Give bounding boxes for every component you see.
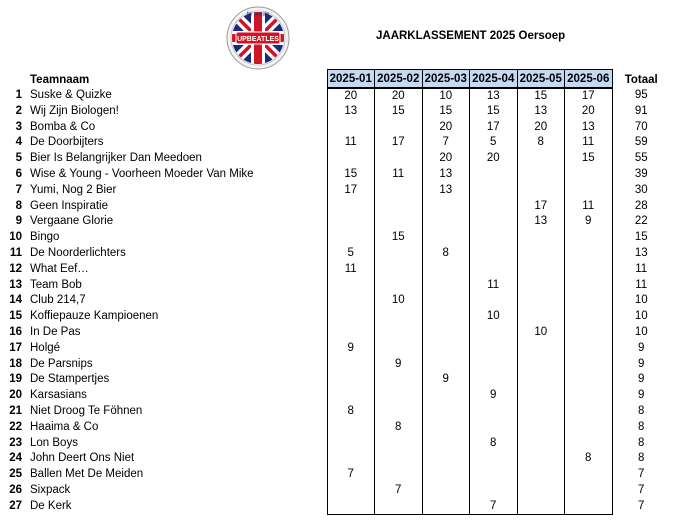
rank-cell: 23	[9, 436, 22, 449]
score-cell	[470, 214, 518, 230]
score-cell	[422, 230, 470, 246]
total-cell: 95	[634, 89, 648, 101]
rank-cell: 9	[15, 215, 22, 228]
score-cell: 17	[517, 198, 565, 214]
score-cell	[517, 404, 565, 420]
score-cell	[517, 340, 565, 356]
rank-cell: 8	[15, 199, 22, 212]
rank-cell: 11	[9, 247, 22, 260]
table-row	[0, 230, 670, 246]
table-row	[0, 356, 670, 372]
score-cell	[565, 277, 613, 293]
score-cell	[422, 340, 470, 356]
score-cell: 20	[422, 119, 470, 135]
round-header: 2025-01	[327, 70, 375, 88]
score-cell	[565, 325, 613, 341]
score-cell	[375, 404, 423, 420]
rank-cell: 22	[9, 420, 22, 433]
team-name-cell: Sixpack	[30, 484, 71, 497]
team-name-cell: Vergaane Glorie	[30, 215, 114, 228]
table-row	[0, 498, 670, 514]
score-cell	[470, 340, 518, 356]
team-name-cell: Club 214,7	[30, 294, 86, 307]
table-row	[0, 119, 670, 135]
score-cell	[517, 151, 565, 167]
table-row	[0, 325, 670, 341]
total-cell: 7	[638, 499, 645, 512]
score-cell	[517, 372, 565, 388]
table-row	[0, 419, 670, 435]
round-header: 2025-06	[565, 70, 613, 88]
score-cell	[422, 198, 470, 214]
score-cell: 5	[327, 246, 375, 262]
total-cell: 8	[638, 405, 645, 418]
rank-cell: 2	[15, 104, 22, 117]
score-cell: 17	[470, 119, 518, 135]
score-cell: 8	[470, 435, 518, 451]
score-cell: 13	[422, 167, 470, 183]
score-cell	[517, 467, 565, 483]
score-cell: 13	[517, 214, 565, 230]
rank-cell: 3	[15, 120, 22, 133]
score-cell	[565, 293, 613, 309]
score-cell	[470, 182, 518, 198]
score-cell	[565, 230, 613, 246]
score-cell	[565, 498, 613, 514]
team-name-cell: De Stampertjes	[30, 373, 110, 386]
table-row	[0, 151, 670, 167]
score-cell	[422, 419, 470, 435]
total-cell: 70	[634, 120, 648, 133]
ranking-rows	[0, 88, 670, 515]
score-cell: 20	[422, 151, 470, 167]
table-row	[0, 182, 670, 198]
total-cell: 7	[638, 468, 645, 481]
table-row	[0, 451, 670, 467]
round-header: 2025-02	[375, 70, 423, 88]
table-row	[0, 246, 670, 262]
team-name-cell: De Noorderlichters	[30, 247, 126, 260]
score-cell	[422, 451, 470, 467]
upbeatles-logo	[226, 6, 290, 70]
score-cell	[375, 261, 423, 277]
total-cell: 11	[635, 262, 648, 275]
score-cell: 20	[565, 104, 613, 120]
score-cell	[422, 261, 470, 277]
rank-cell: 20	[9, 389, 22, 402]
score-cell	[470, 167, 518, 183]
team-name-cell: Wise & Young - Voorheen Moeder Van Mike	[30, 168, 254, 181]
score-cell	[422, 356, 470, 372]
team-name-cell: Koffiepauze Kampioenen	[30, 310, 159, 323]
table-row	[0, 214, 670, 230]
score-cell: 10	[375, 293, 423, 309]
score-cell	[470, 261, 518, 277]
score-cell	[517, 182, 565, 198]
rank-cell: 7	[15, 183, 22, 196]
score-cell	[327, 309, 375, 325]
total-cell: 7	[638, 484, 645, 497]
score-cell	[375, 467, 423, 483]
score-cell	[565, 483, 613, 499]
score-cell: 11	[327, 135, 375, 151]
total-cell: 10	[634, 294, 648, 307]
total-cell: 10	[634, 310, 648, 323]
team-name-cell: Suske & Quizke	[30, 89, 112, 101]
team-name-cell: Holgé	[30, 341, 61, 354]
rank-header	[0, 70, 27, 88]
team-name-cell: Lon Boys	[30, 436, 78, 449]
total-cell: 39	[634, 168, 648, 181]
score-cell	[565, 467, 613, 483]
rank-cell: 1	[15, 89, 22, 101]
score-cell: 9	[565, 214, 613, 230]
score-cell	[327, 325, 375, 341]
score-cell: 15	[517, 88, 565, 104]
score-cell	[565, 419, 613, 435]
score-cell	[517, 293, 565, 309]
rank-cell: 17	[9, 341, 22, 354]
score-cell	[327, 419, 375, 435]
rank-cell: 5	[15, 152, 22, 165]
union-jack-badge-icon	[226, 6, 290, 70]
score-cell	[327, 293, 375, 309]
rank-cell: 15	[9, 310, 22, 323]
score-cell: 11	[327, 261, 375, 277]
score-cell	[375, 498, 423, 514]
table-row	[0, 135, 670, 151]
score-cell	[375, 372, 423, 388]
rank-cell: 13	[9, 278, 22, 291]
score-cell	[327, 498, 375, 514]
total-cell: 9	[638, 389, 645, 402]
score-cell	[422, 498, 470, 514]
score-cell	[422, 467, 470, 483]
logo-brand-text: UPBEATLES	[237, 36, 279, 43]
table-row	[0, 277, 670, 293]
score-cell: 10	[517, 325, 565, 341]
score-cell	[470, 246, 518, 262]
score-cell: 8	[517, 135, 565, 151]
rank-cell: 6	[15, 168, 22, 181]
table-row	[0, 340, 670, 356]
score-cell	[375, 151, 423, 167]
score-cell	[327, 198, 375, 214]
team-name-cell: Bingo	[30, 231, 60, 244]
score-cell	[375, 198, 423, 214]
score-cell: 7	[375, 483, 423, 499]
score-cell	[517, 498, 565, 514]
score-cell	[517, 167, 565, 183]
score-cell: 17	[565, 88, 613, 104]
score-cell: 20	[517, 119, 565, 135]
total-header: Totaal	[624, 73, 658, 86]
table-row	[0, 372, 670, 388]
score-cell	[470, 419, 518, 435]
total-cell: 8	[638, 452, 645, 465]
score-cell: 11	[470, 277, 518, 293]
score-cell	[565, 246, 613, 262]
total-cell: 9	[638, 357, 645, 370]
score-cell: 10	[470, 309, 518, 325]
table-header-row	[0, 70, 670, 88]
round-header: 2025-05	[517, 70, 565, 88]
score-cell	[517, 230, 565, 246]
score-cell	[327, 230, 375, 246]
score-cell	[517, 261, 565, 277]
score-cell	[565, 388, 613, 404]
score-cell	[422, 277, 470, 293]
table-row	[0, 167, 670, 183]
score-cell	[565, 356, 613, 372]
score-cell	[327, 277, 375, 293]
score-cell	[565, 372, 613, 388]
team-name-cell: Yumi, Nog 2 Bier	[30, 183, 117, 196]
table-row	[0, 388, 670, 404]
score-cell: 17	[375, 135, 423, 151]
table-row	[0, 293, 670, 309]
rank-cell: 16	[9, 326, 22, 339]
rank-cell: 14	[9, 294, 22, 307]
total-cell: 15	[634, 231, 648, 244]
score-cell: 11	[375, 167, 423, 183]
score-cell	[375, 246, 423, 262]
score-cell	[517, 388, 565, 404]
team-name-cell: In De Pas	[30, 326, 81, 339]
score-cell	[422, 309, 470, 325]
score-cell: 13	[565, 119, 613, 135]
score-cell: 13	[422, 182, 470, 198]
score-cell	[565, 435, 613, 451]
team-name-cell: Haaima & Co	[30, 420, 99, 433]
total-cell: 22	[634, 215, 648, 228]
team-name-cell: Bomba & Co	[30, 120, 96, 133]
score-cell	[470, 451, 518, 467]
rank-cell: 27	[9, 499, 22, 512]
team-name-cell: Wij Zijn Biologen!	[30, 104, 119, 117]
score-cell	[375, 325, 423, 341]
score-cell	[422, 483, 470, 499]
score-cell: 15	[422, 104, 470, 120]
score-cell	[517, 419, 565, 435]
score-cell	[470, 230, 518, 246]
rank-cell: 25	[9, 468, 22, 481]
page-title: JAARKLASSEMENT 2025 Oersoep	[376, 30, 566, 42]
score-cell	[470, 404, 518, 420]
rank-cell: 4	[15, 136, 22, 149]
score-cell	[470, 467, 518, 483]
score-cell: 15	[327, 167, 375, 183]
score-cell	[470, 198, 518, 214]
score-cell	[517, 435, 565, 451]
score-cell	[327, 483, 375, 499]
table-row	[0, 88, 670, 104]
score-cell	[375, 119, 423, 135]
score-cell	[327, 151, 375, 167]
score-cell	[565, 182, 613, 198]
score-cell	[327, 119, 375, 135]
score-cell	[375, 277, 423, 293]
total-cell: 11	[635, 278, 648, 291]
table-row	[0, 198, 670, 214]
table-row	[0, 309, 670, 325]
score-cell: 13	[470, 88, 518, 104]
score-cell: 8	[327, 404, 375, 420]
score-cell	[422, 293, 470, 309]
total-cell: 91	[634, 104, 648, 117]
score-cell	[565, 340, 613, 356]
team-name-cell: Ballen Met De Meiden	[30, 468, 144, 481]
table-row	[0, 104, 670, 120]
score-cell	[517, 356, 565, 372]
score-cell: 9	[327, 340, 375, 356]
rank-cell: 26	[9, 484, 22, 497]
table-row	[0, 467, 670, 483]
score-cell: 11	[565, 198, 613, 214]
rank-cell: 18	[9, 357, 22, 370]
score-cell	[327, 356, 375, 372]
score-cell	[327, 372, 375, 388]
table-row	[0, 404, 670, 420]
total-cell: 55	[634, 152, 648, 165]
score-cell	[565, 167, 613, 183]
score-cell	[375, 182, 423, 198]
total-cell: 13	[634, 247, 648, 260]
team-name-cell: John Deert Ons Niet	[30, 452, 135, 465]
score-cell	[327, 388, 375, 404]
score-cell: 15	[470, 104, 518, 120]
score-cell: 20	[470, 151, 518, 167]
score-cell	[422, 435, 470, 451]
team-name-cell: De Doorbijters	[30, 136, 104, 149]
score-cell	[375, 388, 423, 404]
score-cell	[422, 404, 470, 420]
score-cell	[422, 214, 470, 230]
score-cell: 8	[565, 451, 613, 467]
total-cell: 8	[638, 436, 645, 449]
score-cell	[470, 483, 518, 499]
total-cell: 28	[634, 199, 648, 212]
score-cell: 17	[327, 182, 375, 198]
score-cell: 8	[422, 246, 470, 262]
score-cell	[470, 356, 518, 372]
rank-cell: 24	[9, 452, 22, 465]
score-cell: 11	[565, 135, 613, 151]
total-cell: 8	[638, 420, 645, 433]
score-cell: 9	[470, 388, 518, 404]
rank-cell: 21	[9, 405, 22, 418]
team-name-cell: What Eef…	[30, 262, 89, 275]
score-cell: 15	[565, 151, 613, 167]
score-cell: 15	[375, 104, 423, 120]
score-cell	[327, 451, 375, 467]
score-cell	[517, 277, 565, 293]
total-cell: 9	[638, 341, 645, 354]
score-cell	[517, 483, 565, 499]
rank-cell: 10	[9, 231, 22, 244]
logo-top-text: for people	[246, 11, 270, 18]
score-cell	[565, 261, 613, 277]
total-cell: 59	[634, 136, 648, 149]
score-cell	[565, 404, 613, 420]
total-cell: 10	[634, 326, 648, 339]
score-cell: 20	[327, 88, 375, 104]
score-cell	[375, 340, 423, 356]
score-cell	[517, 451, 565, 467]
table-row	[0, 435, 670, 451]
score-cell	[327, 435, 375, 451]
score-cell	[470, 325, 518, 341]
score-cell: 8	[375, 419, 423, 435]
round-header: 2025-04	[470, 70, 518, 88]
score-cell: 9	[375, 356, 423, 372]
score-cell	[375, 214, 423, 230]
score-cell	[470, 372, 518, 388]
table-row	[0, 261, 670, 277]
team-name-cell: Geen Inspiratie	[30, 199, 108, 212]
score-cell	[422, 388, 470, 404]
total-cell: 30	[634, 183, 648, 196]
team-name-cell: Niet Droog Te Föhnen	[30, 405, 143, 418]
score-cell: 20	[375, 88, 423, 104]
score-cell: 7	[470, 498, 518, 514]
team-name-header: Teamnaam	[30, 73, 90, 86]
team-name-cell: Team Bob	[30, 278, 82, 291]
score-cell: 13	[327, 104, 375, 120]
score-cell	[517, 246, 565, 262]
score-cell	[375, 309, 423, 325]
team-name-cell: Karsasians	[30, 389, 87, 402]
team-name-cell: Bier Is Belangrijker Dan Meedoen	[30, 152, 202, 165]
team-name-cell: De Parsnips	[30, 357, 93, 370]
score-cell	[375, 435, 423, 451]
total-cell: 9	[638, 373, 645, 386]
score-cell: 7	[327, 467, 375, 483]
team-name-cell: De Kerk	[30, 499, 72, 512]
score-cell	[327, 214, 375, 230]
score-cell	[517, 309, 565, 325]
ranking-table	[0, 69, 670, 515]
table-row	[0, 483, 670, 499]
rank-cell: 19	[9, 373, 22, 386]
score-cell: 9	[422, 372, 470, 388]
score-cell: 5	[470, 135, 518, 151]
rank-cell: 12	[9, 262, 22, 275]
score-cell: 13	[517, 104, 565, 120]
score-cell: 15	[375, 230, 423, 246]
score-cell	[565, 309, 613, 325]
round-header: 2025-03	[422, 70, 470, 88]
score-cell: 7	[422, 135, 470, 151]
score-cell: 10	[422, 88, 470, 104]
score-cell	[470, 293, 518, 309]
score-cell	[375, 451, 423, 467]
score-cell	[422, 325, 470, 341]
